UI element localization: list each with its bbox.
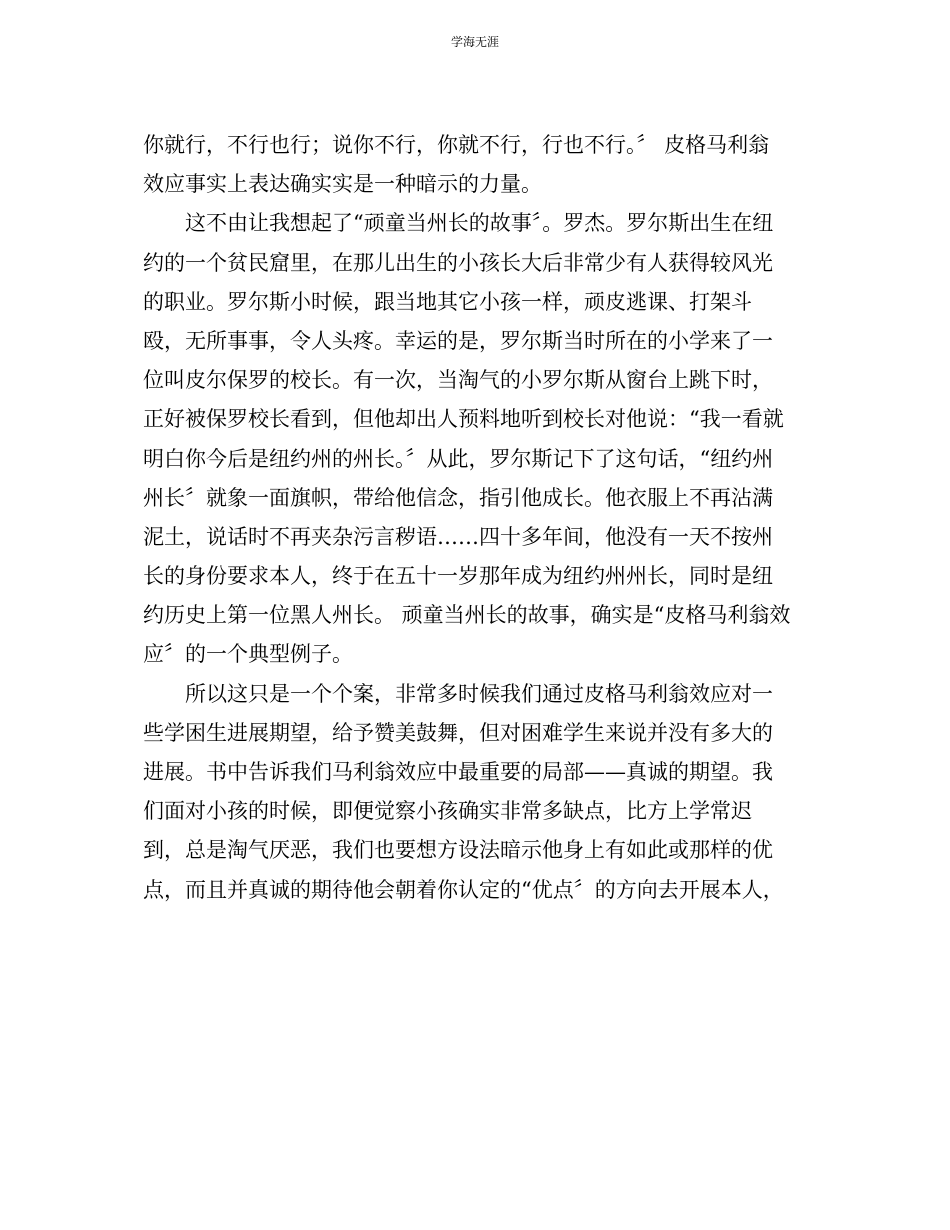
text-line: 所以这只是一个个案，非常多时候我们通过皮格马利翁效应对一	[143, 681, 773, 706]
text-line: 应〞的一个典型例子。	[143, 642, 353, 667]
text-line: 约历史上第一位黑人州长。 顽童当州长的故事，确实是“皮格马利翁效	[143, 603, 791, 628]
text-line: 到，总是淘气厌恶，我们也要想方设法暗示他身上有如此或那样的优	[143, 838, 773, 863]
text-line: 的职业。罗尔斯小时候，跟当地其它小孩一样，顽皮逃课、打架斗	[143, 289, 752, 314]
text-line: 这不由让我想起了“顽童当州长的故事〞。罗杰。罗尔斯出生在纽	[143, 211, 774, 236]
text-line: 约的一个贫民窟里，在那儿出生的小孩长大后非常少有人获得较风光	[143, 250, 773, 275]
text-line: 们面对小孩的时候，即便觉察小孩确实非常多缺点，比方上学常迟	[143, 799, 752, 824]
page-header: 学海无涯	[450, 35, 499, 49]
text-line: 殴，无所事事，令人头疼。幸运的是，罗尔斯当时所在的小学来了一	[143, 328, 773, 353]
text-line: 州长〞就象一面旗帜，带给他信念，指引他成长。他衣服上不再沾满	[143, 485, 773, 510]
text-line: 泥土，说话时不再夹杂污言秽语……四十多年间，他没有一天不按州	[143, 524, 773, 549]
text-line: 些学困生进展期望，给予赞美鼓舞，但对困难学生来说并没有多大的	[143, 720, 773, 745]
body-text	[143, 126, 811, 910]
text-line: 点，而且并真诚的期待他会朝着你认定的“优点〞的方向去开展本人，	[143, 877, 784, 902]
text-line: 明白你今后是纽约州的州长。〞从此，罗尔斯记下了这句话，“纽约州	[143, 446, 774, 471]
text-line: 长的身份要求本人，终于在五十一岁那年成为纽约州州长，同时是纽	[143, 564, 773, 589]
text-line: 你就行，不行也行；说你不行，你就不行，行也不行。〞 皮格马利翁	[143, 133, 770, 157]
text-line: 正好被保罗校长看到，但他却出人预料地听到校长对他说：“我一看就	[143, 407, 784, 432]
text-line: 进展。书中告诉我们马利翁效应中最重要的局部——真诚的期望。我	[143, 760, 773, 784]
text-line: 位叫皮尔保罗的校长。有一次，当淘气的小罗尔斯从窗台上跳下时，	[143, 368, 773, 393]
text-line: 效应事实上表达确实实是一种暗示的力量。	[143, 172, 542, 197]
